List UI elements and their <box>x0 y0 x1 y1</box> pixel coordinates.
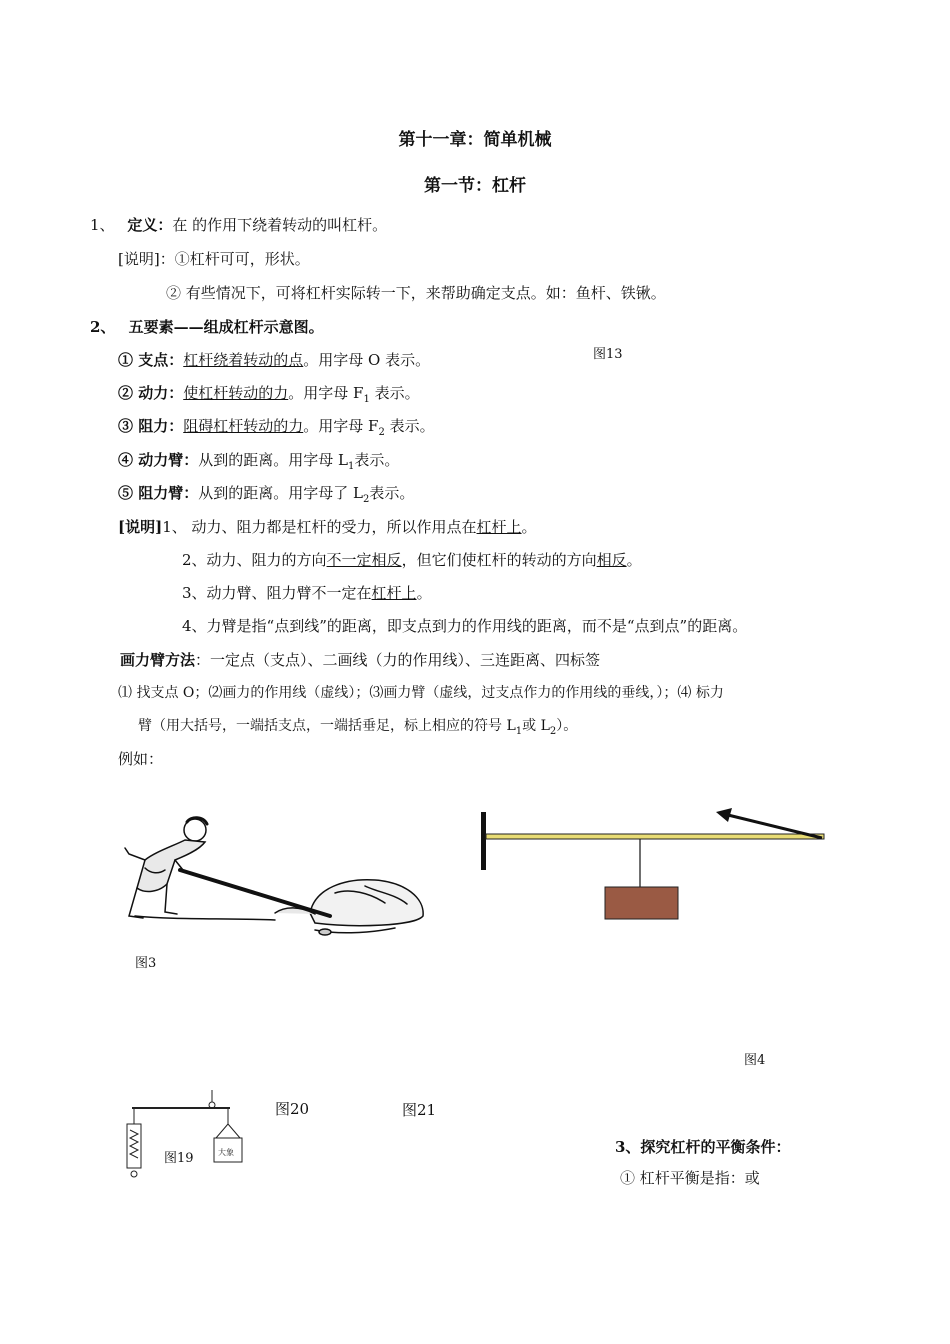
element-symbol-sub: 2 <box>362 494 370 505</box>
note2-text: ，但它们使杠杆的转动的方向 <box>401 551 597 569</box>
method-steps-text: ）。 <box>556 718 578 734</box>
element-definition: 阻碍杠杆转动的力 <box>183 417 304 435</box>
force-arrow-head <box>716 808 732 822</box>
method-line <box>120 649 600 670</box>
method-sub: 2 <box>549 725 557 737</box>
section-3-item-1: ① 杠杆平衡是指：或 <box>620 1169 760 1187</box>
note2-line1 <box>118 516 537 537</box>
element-symbol-text: 。用字母 O 表示。 <box>303 351 431 369</box>
five-elements-label: 五要素——组成杠杆示意图。 <box>128 318 324 336</box>
method-steps-line2 <box>138 715 577 737</box>
element-resistance <box>118 415 435 438</box>
element-symbol-pre: 。用字母 F <box>288 384 364 402</box>
element-label: ⑤ 阻力臂： <box>118 484 199 502</box>
figure-21-label: 图21 <box>402 1101 437 1119</box>
note1-line1 <box>118 248 310 269</box>
element-resistance-arm <box>118 482 414 505</box>
element-label: ③ 阻力： <box>118 417 184 435</box>
note2-text: 2、动力、阻力的方向 <box>182 551 327 569</box>
note2-underlined: 杠杆上 <box>371 584 417 602</box>
element-text-post: 表示。 <box>354 451 400 469</box>
method-text: ：一定点（支点）、二画线（力的作用线）、三连距离、四标签 <box>195 651 601 669</box>
element-text-post: 表示。 <box>369 484 415 502</box>
chapter-title: 第十一章：简单机械 <box>398 130 552 150</box>
definition-text: 在 的作用下绕着转动的叫杠杆。 <box>172 216 388 234</box>
note2-underlined: 不一定相反 <box>326 551 402 569</box>
method-steps-text: 臂（用大括号，一端括支点，一端括垂足，标上相应的符号 L <box>138 718 516 734</box>
element-symbol-sub: 1 <box>363 394 370 405</box>
figure-13-label: 图13 <box>593 347 623 362</box>
element-fulcrum <box>118 349 430 370</box>
element-definition: 杠杆绕着转动的点 <box>183 351 304 369</box>
scale-box-text: 大象 <box>218 1148 234 1157</box>
figure-3-crowbar-illustration <box>115 808 435 938</box>
element-symbol-sub: 1 <box>347 461 355 472</box>
figure-4-label: 图4 <box>744 1053 766 1068</box>
note1-text1: ①杠杆可可，形状。 <box>174 250 310 268</box>
element-symbol-sub: 2 <box>378 427 385 438</box>
five-elements-heading <box>90 316 324 337</box>
note2-prefix: [说明] <box>118 518 163 536</box>
note2-text: 3、动力臂、阻力臂不一定在 <box>182 584 372 602</box>
note2-underlined: 杠杆上 <box>476 518 522 536</box>
figure-4-lever-diagram <box>470 798 830 928</box>
definition-line <box>90 214 387 235</box>
note2-punct: 。 <box>626 551 642 569</box>
note2-punct: 。 <box>416 584 432 602</box>
example-label: 例如： <box>118 750 164 768</box>
element-symbol-pre: 。用字母 F <box>303 417 379 435</box>
definition-num: 1、 <box>90 216 115 234</box>
element-symbol-post: 表示。 <box>384 417 435 435</box>
note2-text: 1、 动力、阻力都是杠杆的受力，所以作用点在 <box>162 518 477 536</box>
wall-support <box>481 812 486 870</box>
note1-line2: ② 有些情况下，可将杠杆实际转一下，来帮助确定支点。如：鱼杆、铁锹。 <box>166 284 666 302</box>
method-steps-text: 或 L <box>522 718 550 734</box>
section-3-title: 3、探究杠杆的平衡条件： <box>615 1138 791 1156</box>
figure-3-label: 图3 <box>135 956 157 971</box>
note2-line3 <box>182 582 432 603</box>
element-effort-arm <box>118 449 399 472</box>
figure-19-balance-diagram <box>118 1088 258 1180</box>
element-label: ② 动力： <box>118 384 184 402</box>
element-text-pre: 从到的距离。用字母了 L <box>198 484 363 502</box>
element-label: ① 支点： <box>118 351 184 369</box>
five-elements-num: 2、 <box>90 318 116 336</box>
lever-bar <box>486 834 824 839</box>
figure-20-label: 图20 <box>275 1100 310 1118</box>
note2-line2 <box>182 549 642 570</box>
definition-label: 定义： <box>127 216 173 234</box>
note1-prefix: [说明]： <box>118 250 175 268</box>
note2-punct: 。 <box>521 518 537 536</box>
section-title: 第一节：杠杆 <box>424 176 526 196</box>
element-definition: 使杠杆转动的力 <box>183 384 289 402</box>
note2-underlined: 相反 <box>596 551 627 569</box>
element-text-pre: 从到的距离。用字母 L <box>198 451 348 469</box>
figure-19-label: 图19 <box>164 1151 194 1166</box>
method-steps-line1: ⑴ 找支点 O；⑵画力的作用线（虚线）；⑶画力臂（虚线，过支点作力的作用线的垂线，）；⑷ 标力 <box>118 685 724 701</box>
element-effort <box>118 382 420 405</box>
note2-line4: 4、力臂是指“点到线”的距离，即支点到力的作用线的距离，而不是“点到点”的距离。 <box>182 617 748 635</box>
hanging-block <box>605 887 678 919</box>
method-label: 画力臂方法 <box>120 651 196 669</box>
method-sub: 1 <box>515 725 523 737</box>
element-symbol-post: 表示。 <box>369 384 420 402</box>
element-label: ④ 动力臂： <box>118 451 199 469</box>
